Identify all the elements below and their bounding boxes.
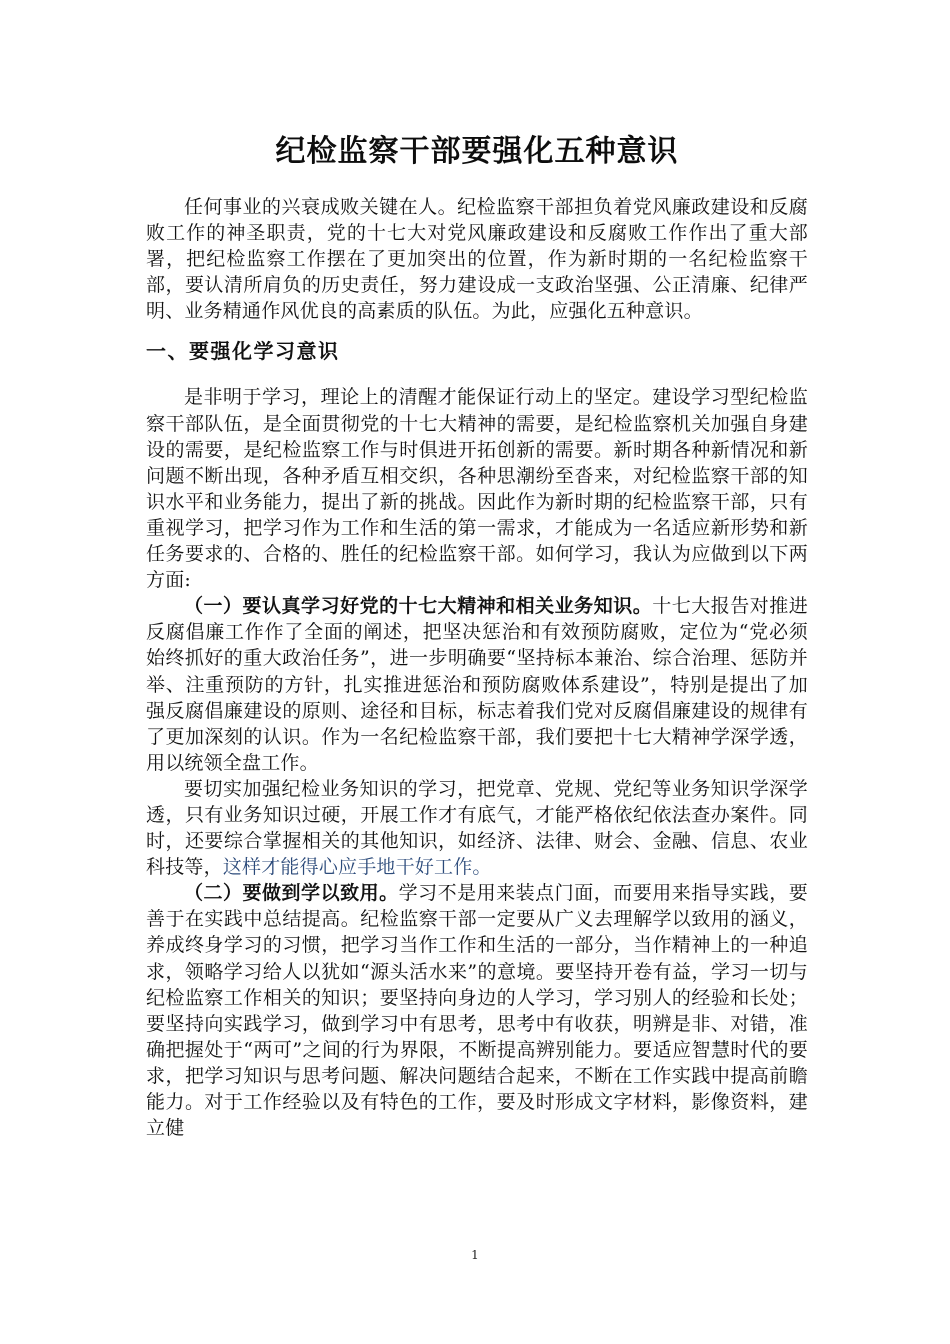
subsection-1-text: 十七大报告对推进反腐倡廉工作作了全面的阐述，把坚决惩治和有效预防腐败，定位为“党必须始终抓好的重大政治任务”，进一步明确要“坚持标本兼治、综合治理、惩防并举、注重预防的方针，扎实推进惩治和预防腐败体系建设”，特别是提出了加强反腐倡廉建设的原则、途径和目标，标志着我们党对反腐倡廉建设的规律有了更加深刻的认识。作为一名纪检监察干部，我们要把十七大精神学深学透，用以统领全盘工作。 — [146, 595, 808, 774]
section1-paragraph-1: 是非明于学习，理论上的清醒才能保证行动上的坚定。建设学习型纪检监察干部队伍，是全面贯彻党的十七大精神的需要，是纪检监察机关加强自身建设的需要，是纪检监察工作与时俱进开拓创新的需要。新时期各种新情况和新问题不断出现，各种矛盾互相交织，各种思潮纷至沓来，对纪检监察干部的知识水平和业务能力，提出了新的挑战。因此作为新时期的纪检监察干部，只有重视学习，把学习作为工作和生活的第一需求，才能成为一名适应新形势和新任务要求的、合格的、胜任的纪检监察干部。如何学习，我认为应做到以下两方面: — [146, 386, 808, 592]
subsection-2-text: 学习不是用来装点门面，而要用来指导实践，要善于在实践中总结提高。纪检监察干部一定要从广义去理解学以致用的涵义，养成终身学习的习惯，把学习当作工作和生活的一部分，当作精神上的一种追求，领略学习给人以犹如“源头活水来”的意境。要坚持开卷有益，学习一切与纪检监察工作相关的知识；要坚持向身边的人学习，学习别人的经验和长处；要坚持向实践学习，做到学习中有思考，思考中有收获，明辨是非、对错，准确把握处于“两可”之间的行为界限，不断提高辨别能力。要适应智慧时代的要求，把学习知识与思考问题、解决问题结合起来，不断在工作实践中提高前瞻能力。对于工作经验以及有特色的工作，要及时形成文字材料，影像资料，建立健 — [146, 882, 809, 1140]
section-heading-1: 一、要强化学习意识 — [146, 339, 340, 364]
intro-paragraph: 任何事业的兴衰成败关键在人。纪检监察干部担负着党风廉政建设和反腐败工作的神圣职责，党的十七大对党风廉政建设和反腐败工作作出了重大部署，把纪检监察工作摆在了更加突出的位置，作为新时期的一名纪检监察干部，要认清所肩负的历史责任，努力建设成一支政治坚强、公正清廉、纪律严明、业务精通作风优良的高素质的队伍。为此，应强化五种意识。 — [146, 196, 808, 323]
subsection-1-paragraph-2 — [146, 776, 808, 880]
page-number: 1 — [471, 1248, 479, 1262]
subsection-1-paragraph — [146, 593, 808, 776]
document-body — [146, 128, 808, 1141]
subsection-1-paragraph-2-highlight: 这样才能得心应手地干好工作。 — [222, 856, 492, 879]
document-title: 纪检监察干部要强化五种意识 — [275, 134, 679, 169]
subsection-2-heading: （二）要做到学以致用。 — [184, 882, 399, 905]
subsection-1-paragraph-2-text: 要切实加强纪检业务知识的学习，把党章、党规、党纪等业务知识学深学透，只有业务知识过硬，开展工作才有底气，才能严格依纪依法查办案件。同时，还要综合掌握相关的其他知识，如经济、法律、财会、金融、信息、农业科技等， — [146, 777, 808, 879]
subsection-2-paragraph — [146, 880, 808, 1141]
subsection-1-heading: （一）要认真学习好党的十七大精神和相关业务知识。 — [184, 595, 653, 618]
